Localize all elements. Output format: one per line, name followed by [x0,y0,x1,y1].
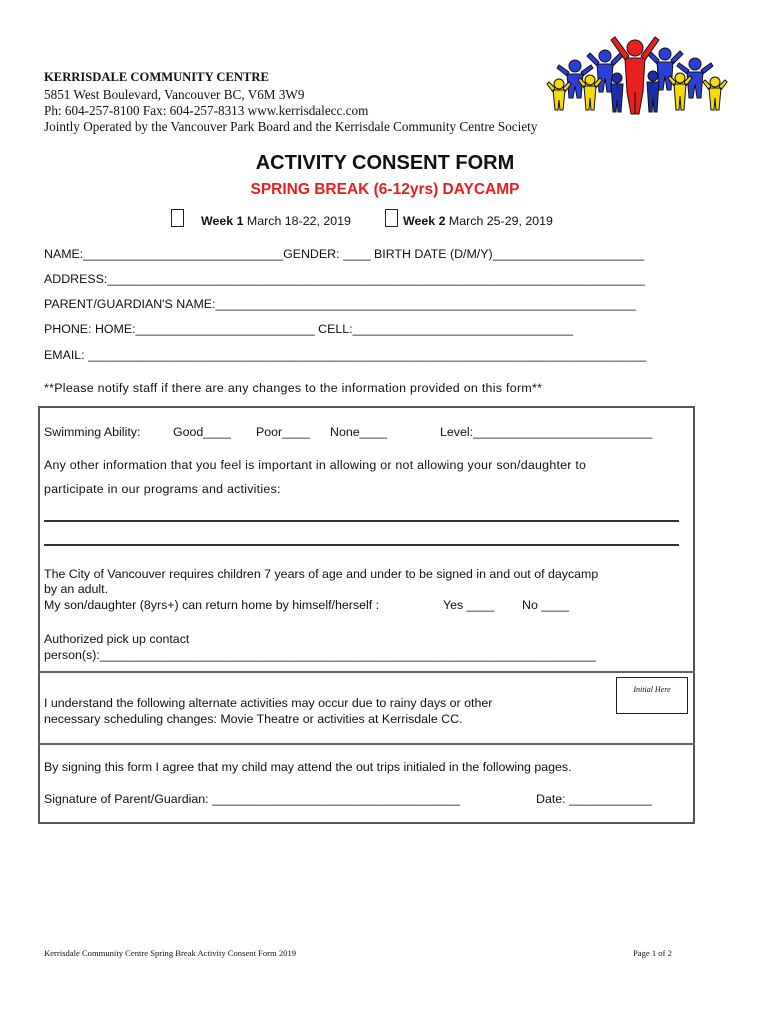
org-operated-by: Jointly Operated by the Vancouver Park Board and the Kerrisdale Community Centre Society [44,119,538,134]
alternate-activities-text-1: I understand the following alternate activities may occur due to rainy days or other [44,696,493,710]
swimming-ability-label: Swimming Ability: [44,425,141,439]
week-2-dates: March 25-29, 2019 [445,214,553,228]
form-title: ACTIVITY CONSENT FORM [255,152,515,174]
change-notice: **Please notify staff if there are any changes to the information provided on this form** [44,381,543,395]
week-1-dates: March 18-22, 2019 [243,214,351,228]
pickup-contact-field[interactable]: person(s):________________________________________________________________________ [44,648,596,662]
phone-field[interactable]: PHONE: HOME:__________________________ CELL:________________________________ [44,322,574,336]
form-subtitle: SPRING BREAK (6-12yrs) DAYCAMP [250,181,520,198]
signature-date-field[interactable]: Date: ____________ [536,792,652,806]
city-requirement-text-2: by an adult. [44,582,109,596]
org-name: KERRISDALE COMMUNITY CENTRE [44,70,269,84]
parent-signature-field[interactable]: Signature of Parent/Guardian: ____________________________________ [44,792,461,806]
week-1-label: Week 1 [201,214,244,228]
section-divider-1 [38,671,695,673]
alternate-activities-text-2: necessary scheduling changes: Movie Theatre or activities at Kerrisdale CC. [44,712,463,726]
initial-here-box[interactable]: Initial Here [616,677,688,714]
swimming-good-field[interactable]: Good____ [173,425,231,439]
address-field[interactable]: ADDRESS:______________________________________________________________________________ [44,272,645,286]
week-1-option [201,214,351,228]
return-home-yes-field[interactable]: Yes ____ [443,598,495,612]
email-field[interactable]: EMAIL: _________________________________________________________________________________ [44,348,647,362]
swimming-level-field[interactable]: Level:__________________________ [440,425,653,439]
week-1-checkbox[interactable] [171,209,184,227]
pickup-contact-label: Authorized pick up contact [44,632,190,646]
week-2-label: Week 2 [403,214,446,228]
footer-page-number: Page 1 of 2 [633,948,672,958]
city-requirement-text-1: The City of Vancouver requires children 7 years of age and under to be signed in and out of daycamp [44,567,599,581]
return-home-no-field[interactable]: No ____ [522,598,569,612]
other-info-line-1[interactable] [44,520,679,522]
section-divider-2 [38,743,695,745]
org-address: 5851 West Boulevard, Vancouver BC, V6M 3W9 [44,87,305,102]
parent-guardian-name-field[interactable]: PARENT/GUARDIAN'S NAME:_____________________________________________________________ [44,297,636,311]
week-2-checkbox[interactable] [385,209,398,227]
people-group-logo-icon [545,32,730,122]
signing-agreement-text: By signing this form I agree that my child may attend the out trips initialed in the following pages. [44,760,572,774]
footer-form-name: Kerrisdale Community Centre Spring Break Activity Consent Form 2019 [44,948,297,958]
org-contact: Ph: 604-257-8100 Fax: 604-257-8313 www.kerrisdalecc.com [44,103,369,118]
other-info-line-2[interactable] [44,544,679,546]
name-gender-birthdate-field[interactable]: NAME:_____________________________GENDER: ____ BIRTH DATE (D/M/Y)______________________ [44,247,645,261]
swimming-poor-field[interactable]: Poor____ [256,425,310,439]
swimming-none-field[interactable]: None____ [330,425,388,439]
return-home-question: My son/daughter (8yrs+) can return home by himself/herself : [44,598,380,612]
week-2-option [403,214,553,228]
other-info-text-2: participate in our programs and activities: [44,482,281,496]
other-info-text-1: Any other information that you feel is important in allowing or not allowing your son/daughter to [44,458,587,472]
